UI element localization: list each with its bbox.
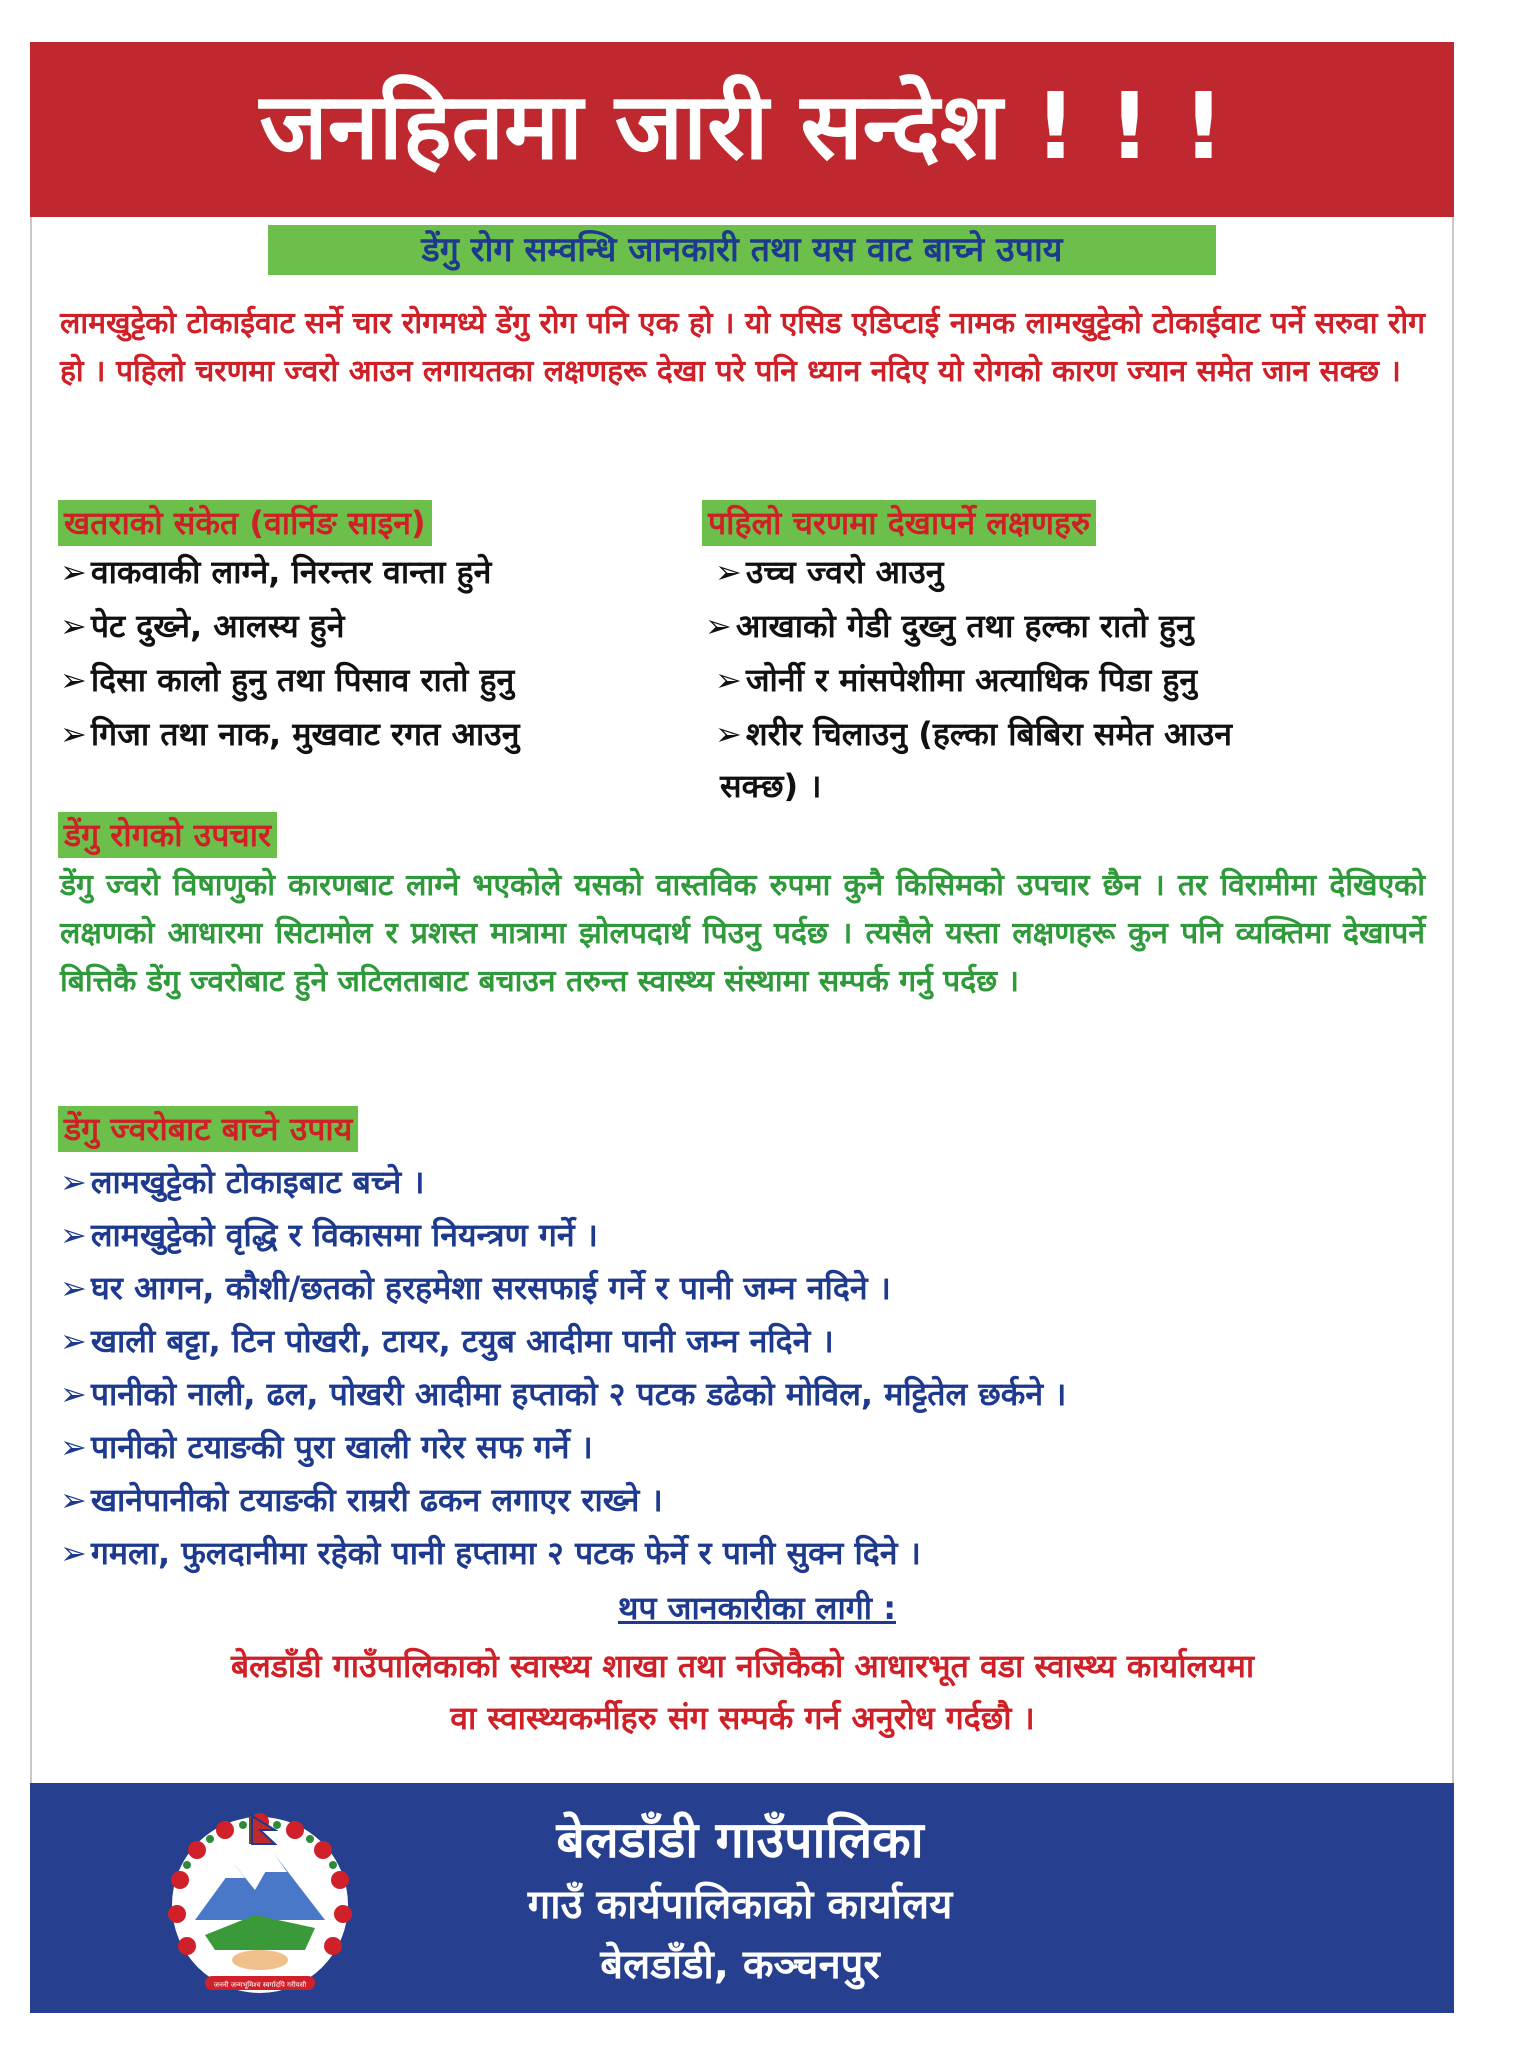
list-item: ➢ आखाको गेडी दुख्नु तथा हल्का रातो हुनु bbox=[705, 607, 1194, 645]
header-banner bbox=[30, 42, 1454, 217]
page-title: जनहितमा जारी सन्देश ! ! ! bbox=[259, 73, 1225, 180]
arrow-bullet-icon: ➢ bbox=[705, 607, 732, 645]
list-item: ➢ गमला, फुलदानीमा रहेको पानी हप्तामा २ पटक फेर्ने र पानी सुक्न दिने । bbox=[60, 1534, 921, 1572]
more-info-label: थप जानकारीका लागी : bbox=[617, 1589, 897, 1627]
treatment-paragraph: डेंगु ज्वरो विषाणुको कारणबाट लाग्ने भएकोले यसको वास्तविक रुपमा कुनै किसिमको उपचार छैन । तर विरामीमा देखिएको लक्षणको आधारमा सिटामोल र प्रशस्त मात्रामा झोलपदार्थ पिउनु पर्दछ । त्यसैले यस्ता लक्षणहरू कुन पनि व्यक्तिमा देखापर्ने बित्तिकै डेंगु ज्वरोबाट हुने जटिलताबाट बचाउन तरुन्त स्वास्थ्य संस्थामा सम्पर्क गर्नु पर्दछ । bbox=[60, 868, 1425, 999]
contact-text bbox=[60, 1640, 1425, 1744]
arrow-bullet-icon: ➢ bbox=[715, 553, 742, 591]
list-item: ➢ शरीर चिलाउनु (हल्का बिबिरा समेत आउन bbox=[715, 715, 1233, 753]
list-item: ➢ दिसा कालो हुनु तथा पिसाव रातो हुनु bbox=[60, 661, 515, 699]
intro-paragraph: लामखुट्टेको टोकाईवाट सर्ने चार रोगमध्ये डेंगु रोग पनि एक हो । यो एसिड एडिप्टाई नामक लामखुट्टेको टोकाईवाट पर्ने सरुवा रोग हो । पहिलो चरणमा ज्वरो आउन लगायतका लक्षणहरू देखा परे पनि ध्यान नदिए यो रोगको कारण ज्यान समेत जान सक्छ । bbox=[60, 306, 1425, 389]
arrow-bullet-icon: ➢ bbox=[715, 661, 742, 699]
arrow-bullet-icon: ➢ bbox=[60, 661, 87, 699]
arrow-bullet-icon: ➢ bbox=[60, 1534, 87, 1572]
office-location: बेलडाँडी, कञ्चनपुर bbox=[600, 1942, 880, 1988]
nepal-emblem-icon bbox=[165, 1810, 355, 2000]
symptoms-heading: पहिलो चरणमा देखापर्ने लक्षणहरु bbox=[702, 500, 1096, 546]
arrow-bullet-icon: ➢ bbox=[715, 715, 742, 753]
list-item: ➢ गिजा तथा नाक, मुखवाट रगत आउनु bbox=[60, 715, 520, 753]
municipality-name: बेलडाँडी गाउँपालिका bbox=[556, 1811, 924, 1869]
list-item: ➢ लामखुट्टेको टोकाइबाट बच्ने । bbox=[60, 1163, 425, 1201]
list-item: ➢ लामखुट्टेको वृद्धि र विकासमा नियन्त्रण गर्ने । bbox=[60, 1216, 598, 1254]
prevention-heading: डेंगु ज्वरोबाट बाच्ने उपाय bbox=[58, 1106, 358, 1152]
list-item: ➢ पेट दुख्ने, आलस्य हुने bbox=[60, 607, 345, 645]
list-item-continuation: सक्छ) । bbox=[720, 767, 822, 805]
list-item: ➢ घर आगन, कौशी/छतको हरहमेशा सरसफाई गर्ने र पानी जम्न नदिने । bbox=[60, 1269, 891, 1307]
list-item: ➢ पानीको टयाङकी पुरा खाली गरेर सफ गर्ने । bbox=[60, 1428, 593, 1466]
list-item: ➢ खाली बट्टा, टिन पोखरी, टायर, टयुब आदीमा पानी जम्न नदिने । bbox=[60, 1322, 834, 1360]
office-name: गाउँ कार्यपालिकाको कार्यालय bbox=[527, 1882, 953, 1928]
arrow-bullet-icon: ➢ bbox=[60, 1481, 87, 1519]
arrow-bullet-icon: ➢ bbox=[60, 1269, 87, 1307]
list-item: ➢ जोर्नी र मांसपेशीमा अत्याधिक पिडा हुनु bbox=[715, 661, 1198, 699]
list-item: ➢ वाकवाकी लाग्ने, निरन्तर वान्ता हुने bbox=[60, 553, 492, 591]
arrow-bullet-icon: ➢ bbox=[60, 1216, 87, 1254]
emblem-motto: जननी जन्मभूमिश्च स्वर्गादपि गरीयसी bbox=[213, 1981, 307, 1989]
arrow-bullet-icon: ➢ bbox=[60, 715, 87, 753]
arrow-bullet-icon: ➢ bbox=[60, 1163, 87, 1201]
subtitle-banner bbox=[268, 225, 1216, 275]
subtitle: डेंगु रोग सम्वन्धि जानकारी तथा यस वाट बाच्ने उपाय bbox=[421, 230, 1063, 270]
list-item: ➢ खानेपानीको टयाङकी राम्ररी ढकन लगाएर राख्ने । bbox=[60, 1481, 663, 1519]
arrow-bullet-icon: ➢ bbox=[60, 607, 87, 645]
warning-heading: खतराको संकेत (वार्निङ साइन) bbox=[58, 500, 432, 546]
list-item: ➢ पानीको नाली, ढल, पोखरी आदीमा हप्ताको २ पटक डढेको मोविल, मट्टितेल छर्कने । bbox=[60, 1375, 1067, 1413]
arrow-bullet-icon: ➢ bbox=[60, 553, 87, 591]
arrow-bullet-icon: ➢ bbox=[60, 1375, 87, 1413]
contact-line-2: वा स्वास्थ्यकर्मीहरु संग सम्पर्क गर्न अनुरोध गर्दछौ । bbox=[450, 1699, 1035, 1737]
list-item: ➢ उच्च ज्वरो आउनु bbox=[715, 553, 944, 591]
treatment-heading: डेंगु रोगको उपचार bbox=[58, 812, 277, 858]
arrow-bullet-icon: ➢ bbox=[60, 1428, 87, 1466]
contact-line-1: बेलडाँडी गाउँपालिकाको स्वास्थ्य शाखा तथा नजिकैको आधारभूत वडा स्वास्थ्य कार्यालयमा bbox=[230, 1647, 1255, 1685]
arrow-bullet-icon: ➢ bbox=[60, 1322, 87, 1360]
